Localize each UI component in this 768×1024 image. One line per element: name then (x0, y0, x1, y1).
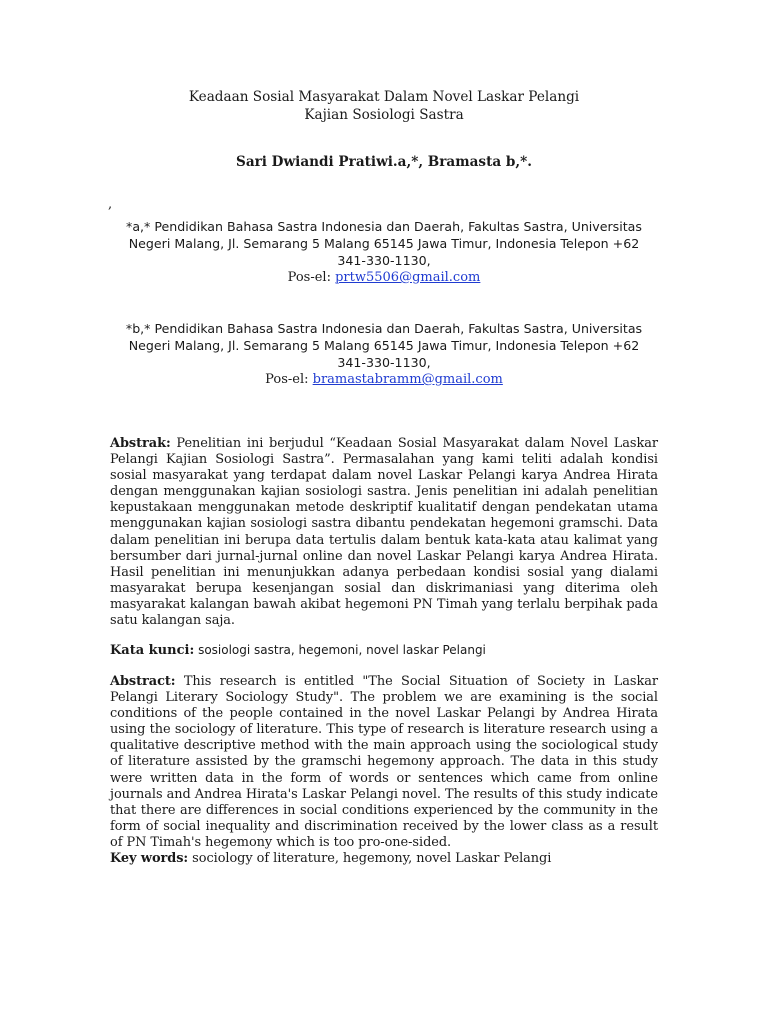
abstract-label: Abstract: (110, 674, 176, 689)
affiliation-b-line-1: *b,* Pendidikan Bahasa Sastra Indonesia dan Daerah, Fakultas Sastra, Universitas (125, 321, 643, 336)
affiliation-a-line-1: *a,* Pendidikan Bahasa Sastra Indonesia dan Daerah, Fakultas Sastra, Universitas (126, 219, 642, 234)
author-list: Sari Dwiandi Pratiwi.a,*, Bramasta b,*. (236, 154, 532, 170)
kata-kunci-text: sosiologi sastra, hegemoni, novel laskar Pelangi (194, 643, 486, 657)
abstrak-paragraph (110, 436, 658, 629)
affiliation-a-line-3: 341-330-1130, (337, 253, 431, 268)
stray-comma: , (108, 197, 113, 212)
kata-kunci-label: Kata kunci: (110, 643, 195, 658)
email-link-b[interactable]: bramastabramm@gmail.com (312, 372, 503, 387)
affiliation-b (100, 320, 668, 388)
email-link-a[interactable]: prtw5506@gmail.com (335, 270, 481, 285)
affiliation-a-line-2: Negeri Malang, Jl. Semarang 5 Malang 65145 Jawa Timur, Indonesia Telepon +62 (128, 236, 640, 251)
key-words-line (110, 851, 658, 867)
affiliation-a (100, 218, 668, 286)
posel-label: Pos-el: (265, 372, 313, 387)
abstract-text: This research is entitled "The Social Situation of Society in Laskar Pelangi Literary Sociology Study". The problem we are examining is the social conditions of the people contained in the novel Laskar Pelangi by Andrea Hirata using the sociology of literature. This type of research is literature research using a qualitative descriptive method with the main approach using the sociological study of literature assisted by the gramschi hegemony approach. The data in this study were written data in the form of words or sentences which came from online journals and Andrea Hirata's Laskar Pelangi novel. The results of this study indicate that there are differences in social conditions experienced by the community in the form of social inequality and discrimination received by the lower class as a result of PN Timah's hegemony which is too pro-one-sided. (110, 674, 658, 850)
abstract-paragraph (110, 674, 658, 867)
paper-title (0, 88, 768, 124)
title-line-2: Kajian Sosiologi Sastra (304, 107, 464, 123)
key-words-text: sociology of literature, hegemony, novel Laskar Pelangi (188, 851, 552, 867)
kata-kunci-line (110, 642, 658, 659)
abstrak-label: Abstrak: (110, 436, 171, 451)
title-line-1: Keadaan Sosial Masyarakat Dalam Novel Laskar Pelangi (188, 89, 580, 105)
key-words-label: Key words: (110, 851, 189, 867)
abstrak-text: Penelitian ini berjudul “Keadaan Sosial Masyarakat dalam Novel Laskar Pelangi Kajian Sosiologi Sastra”. Permasalahan yang kami teliti adalah kondisi sosial masyarakat yang terdapat dalam novel Laskar Pelangi karya Andrea Hirata dengan menggunakan kajian sosiologi sastra. Jenis penelitian ini adalah penelitian kepustakaan menggunakan metode deskriptif kualitatif dengan pendekatan utama menggunakan kajian sosiologi sastra dibantu pendekatan hegemoni gramschi. Data dalam penelitian ini berupa data tertulis dalam bentuk kata-kata atau kalimat yang bersumber dari jurnal-jurnal online dan novel Laskar Pelangi karya Andrea Hirata. Hasil penelitian ini menunjukkan adanya perbedaan kondisi sosial yang dialami masyarakat berupa kesenjangan sosial dan diskrimaniasi yang diterima oleh masyarakat kalangan bawah akibat hegemoni PN Timah yang terlalu berpihak pada satu kalangan saja. (110, 436, 658, 629)
affiliation-b-line-2: Negeri Malang, Jl. Semarang 5 Malang 65145 Jawa Timur, Indonesia Telepon +62 (128, 338, 640, 353)
affiliation-b-line-3: 341-330-1130, (337, 355, 431, 370)
posel-label: Pos-el: (287, 270, 336, 285)
affiliation-b-email-line (100, 371, 668, 388)
affiliation-a-email-line (100, 269, 668, 286)
